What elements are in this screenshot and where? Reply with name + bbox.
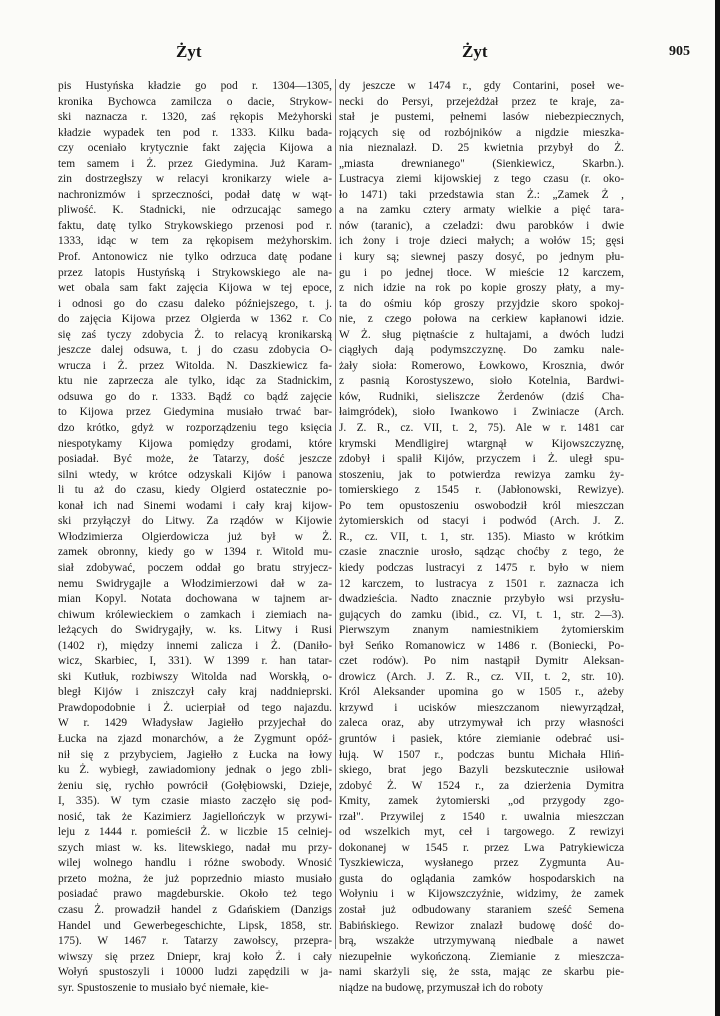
- text-line: Lustracya ziemi kijowskiej z tego czasu (r. oko-: [339, 173, 624, 186]
- text-line: posiadał. Być może, że Tatarzy, dość jeszcze: [58, 453, 332, 466]
- text-line: wet obala sam fakt zajęcia Kijowa w tej epoce,: [58, 282, 332, 295]
- text-line: krymski Mendligirej wtargnął w Kijowszczyznę,: [339, 437, 624, 450]
- text-line: Handel und Gewerbegeschichte, Lipsk, 1858, str.: [58, 919, 332, 932]
- text-line: chiwum królewieckiem o zamkach i ziemiach na-: [58, 608, 332, 621]
- text-line: siał zdobywać, poczem oddał go bratu stryjecz-: [58, 561, 332, 574]
- text-line: 1333, idąc w tem za rękopisem meżyhorskim.: [58, 235, 332, 248]
- text-line: zdobył i spalił Kijów, przyczem i Ż. uległ spu-: [339, 453, 624, 466]
- text-line: pliwość. K. Stadnicki, nie odrzucając samego: [58, 204, 332, 217]
- text-line: „miasta drewnianego" (Sienkiewicz, Skarbn.).: [339, 157, 624, 170]
- text-line: Kmity, zamek żytomierski „od przygody zgo-: [339, 795, 624, 808]
- text-line: się zaś tyczy zdobycia Ż. to relacyą kronikarską: [58, 328, 332, 341]
- text-line: łaimgródek), sioło Iwankowo i Zwiniacze (Arch.: [339, 406, 624, 419]
- text-line: R., cz. VII, t. 1, str. 135). Miasto w krótkim: [339, 530, 624, 543]
- text-line: żały sioła: Romerowo, Łowkowo, Krosznia, dwór: [339, 359, 624, 372]
- text-line: mian Kopyl. Notata dochowana w tajnem ar-: [58, 593, 332, 606]
- text-line: odsuwa go do r. 1333. Bądź co bądź zajęcie: [58, 390, 332, 403]
- text-line: wicz, Skarbiec, I, 331). W 1399 r. han tatar-: [58, 655, 332, 668]
- text-line: leżących do Swidrygajły, w. ks. Litwy i Rusi: [58, 624, 332, 637]
- text-line: I, 335). W tym czasie miasto zaczęło się pod-: [58, 795, 332, 808]
- text-line: tem samem i Ż. przez Giedymina. Już Karam-: [58, 157, 332, 170]
- page-edge-shadow: [715, 0, 720, 1016]
- text-line: Prof. Antonowicz nie tylko odrzuca datę podane: [58, 251, 332, 264]
- text-line: niądze na budowę, przymuszał ich do roboty: [339, 981, 544, 994]
- text-line: czasu Ż. prowadził handel z Gdańskiem (Danzigs: [58, 903, 332, 916]
- text-line: Wołyń spustoszyli i 10000 ludzi zapędzili w ja-: [58, 966, 332, 979]
- text-line: kiedy podczas lustracyi z 1475 r. było w niem: [339, 561, 624, 574]
- text-line: zamek obronny, kiedy go w 1394 r. Witold mu-: [58, 546, 332, 559]
- text-line: pis Hustyńska kładzie go pod r. 1304—1305,: [58, 80, 332, 92]
- text-line: (1402 r), między innemi zalicza i Ż. (Daniło-: [58, 639, 332, 652]
- text-line: od wszelkich myt, ceł i targowego. Z rewizyi: [339, 826, 624, 839]
- text-line: ich żony i troje dzieci małych; a wołów 15; gęsi: [339, 235, 624, 248]
- text-line: przez latopis Hustyńską i Strykowskiego ale na-: [58, 266, 332, 279]
- text-line: do zajęcia Kijowa przez Olgierda w 1362 r. Co: [58, 313, 332, 326]
- text-line: drowicz (Arch. J. Z. R., cz. VII, t. 2, str. 10).: [339, 670, 624, 683]
- text-line: dokonanej w 1545 r. przez Lwa Patrykiewicza: [339, 841, 624, 854]
- text-line: niespotykamy Kijowa pomiędzy grodami, które: [58, 437, 332, 450]
- text-line: nosić, tak że Kazimierz Jagiellończyk w przywi-: [58, 810, 332, 823]
- text-line: ków, Rudniki, sieliszcze Żerdenów (dziś Cha-: [339, 390, 624, 403]
- running-head-left: Żyt: [176, 42, 202, 61]
- text-line: gujących do zamku (ibid., cz. VI, t. 1, str. 2—3).: [339, 608, 624, 621]
- text-line: Babińskiego. Rewizor znalazł budowę dość do-: [339, 919, 624, 932]
- text-line: ski przyłączył do Litwy. Za rządów w Kijowie: [58, 515, 332, 528]
- text-line: bległ Kijów i zniszczył cały kraj naddnieprski.: [58, 686, 332, 699]
- text-line: nił się z przybyciem, Jagiełło z Łucka na łowy: [58, 748, 332, 761]
- text-line: dy jeszcze w 1474 r., gdy Contarini, poseł we-: [339, 80, 624, 92]
- text-line: zin dostrzegłszy w relacyi kronikarzy wiele a-: [58, 173, 332, 186]
- text-line: przeto można, że już poprzednio miasto musiało: [58, 872, 332, 885]
- text-line: posiadać prawo magdeburskie. Około też tego: [58, 888, 332, 901]
- text-line: nów (taranic), a czeladzi: dwu parobków i dwie: [339, 219, 624, 232]
- text-line: tomierskiego z 1545 r. (Jabłonowski, Rewizye).: [339, 484, 624, 497]
- text-line: ski Kutłuk, rozbiwszy Witolda nad Worskłą, o-: [58, 670, 332, 683]
- text-line: zaleca oraz, aby utrzymywał ich przy własności: [339, 717, 624, 730]
- text-line: nia nieznalazł. D. 25 kwietnia przybył do Ż.: [339, 142, 624, 155]
- text-line: ski naznacza r. 1320, zaś rękopis Meżyhorski: [58, 111, 332, 124]
- text-line: Wołyniu i w Kijowszczyźnie, widzimy, że zamek: [339, 888, 624, 901]
- text-line: syr. Spustoszenie to musiało być niemałe, kie-: [58, 981, 269, 994]
- text-line: kładzie wypadek ten pod r. 1333. Kilku bada-: [58, 126, 332, 139]
- text-line: nie, z czego połowa na cerkiew kapłanowi idzie.: [339, 313, 624, 326]
- text-line: konał ich nad Sinemi wodami i cały kraj kijow-: [58, 499, 332, 512]
- text-line: ta do ośmiu kóp groszy przyjdzie skoro spokoj-: [339, 297, 624, 310]
- running-head-right: Żyt: [462, 42, 488, 61]
- text-line: Włodzimierza Olgierdowicza już był w Ż.: [58, 530, 332, 543]
- text-line: krzywd i ucisków mieszczanom niewyrządzał,: [339, 701, 624, 714]
- text-line: nami skarżyli się, że ssta, mając ze skarbu pie-: [339, 966, 624, 979]
- text-line: Łucka na zjazd monarchów, a że Zygmunt opóź-: [58, 732, 332, 745]
- text-line: jeszcze dalej odsuwa, t. j do czasu zdobycia O-: [58, 344, 332, 357]
- right-column: [339, 79, 624, 994]
- text-line: ciągłych dają podymszczyznę. Do zamku nale-: [339, 344, 624, 357]
- text-line: rzał". Przywilej z 1540 r. uwalnia mieszczan: [339, 810, 624, 823]
- left-column: [58, 79, 332, 994]
- text-line: nachronizmów i sprzeczności, podał datę w wąt-: [58, 188, 332, 201]
- text-line: zdobyć Ż. W 1524 r., za dzierżenia Dymitra: [339, 779, 624, 792]
- text-line: rojących się od rozbójników a nigdzie mieszka-: [339, 126, 624, 139]
- text-line: stał je pustemi, pełnemi lasów niebezpiecznych,: [339, 111, 624, 124]
- text-line: 12 karczem, to lustracya z 1501 r. zaznacza ich: [339, 577, 624, 590]
- text-line: dzo krótko, gdyż w rozporządzeniu tego księcia: [58, 422, 332, 435]
- page-number: 905: [669, 44, 690, 59]
- text-line: Po tem opustoszeniu oswobodził król mieszczan: [339, 499, 624, 512]
- text-line: W Ż. sług piętnaście z hultajami, a dwóch ludzi: [339, 328, 624, 341]
- text-line: gu i po jednej tłoce. W mieście 12 karczem,: [339, 266, 624, 279]
- text-line: Król Aleksander upomina go w 1505 r., ażeby: [339, 686, 624, 699]
- text-line: J. Z. R., cz. VII, t. 2, 75). Ale w r. 1481 car: [339, 422, 624, 435]
- text-line: a na zamku cztery armaty wielkie a pięć tara-: [339, 204, 624, 217]
- text-line: brą, wszakże utrzymywaną niedbale a nawet: [339, 935, 624, 948]
- text-line: i odnosi go do czasu daleko późniejszego, t. j.: [58, 297, 332, 310]
- text-line: wiwszy się przez Dniepr, kraj koło Ż. i cały: [58, 950, 332, 963]
- text-line: został już odbudowany staraniem sześć Semena: [339, 903, 624, 916]
- text-line: nemu Swidrygajle a Włodzimierzowi dał w za-: [58, 577, 332, 590]
- text-line: Prawdopodobnie i Ż. ucierpiał od tego najazdu.: [58, 701, 332, 714]
- text-line: czasie znacznie urosło, sądząc choćby z tego, że: [339, 546, 624, 559]
- text-line: łują. W 1507 r., podczas buntu Michała Hliń-: [339, 748, 624, 761]
- text-line: li tu aż do czasu, kiedy Olgierd ostatecznie po-: [58, 484, 332, 497]
- text-line: czy oceniało krytycznie fakt zajęcia Kijowa a: [58, 142, 332, 155]
- text-line: i kury są; siewnej paszy dosyć, po jednym płu-: [339, 251, 624, 264]
- text-line: wilej wolnego handlu i różne swobody. Wnosić: [58, 857, 332, 870]
- text-line: faktu, datę tylko Strykowskiego przenosi pod r.: [58, 219, 332, 232]
- text-line: stoszeniu, jak to potwierdza rewizya zamku ży-: [339, 468, 624, 481]
- text-line: gruntów i pasiek, które ziemianie odebrać usi-: [339, 732, 624, 745]
- text-line: leju z 1444 r. pomieścił Ż. w liczbie 15 celniej-: [58, 826, 332, 839]
- text-line: wrucza i Ż. przez Witolda. N. Daszkiewicz fa-: [58, 359, 332, 372]
- text-line: 175). W 1467 r. Tatarzy zawołscy, przepra-: [58, 935, 332, 948]
- text-line: czet rodów). Po nim nastąpił Dymitr Aleksan-: [339, 655, 624, 668]
- text-line: ło 1471) taki przedstawia stan Ż.: „Zamek Ż ,: [339, 188, 624, 201]
- text-line: Tyszkiewicza, wysłanego przez Zygmunta Au-: [339, 857, 624, 870]
- text-line: to Kijowa przez Giedymina musiało trwać bar-: [58, 406, 332, 419]
- text-line: skiego, brat jego Bazyli bezskutecznie usiłował: [339, 764, 624, 777]
- text-line: ku Ż. wybiegł, zawiadomiony jednak o jego zbli-: [58, 764, 332, 777]
- text-line: W r. 1429 Władysław Jagiełło przyjechał do: [58, 717, 332, 730]
- text-line: kronika Bychowca zamilcza o dacie, Strykow-: [58, 95, 332, 108]
- text-line: niezupełnie wykończoną. Ziemianie z mieszcza-: [339, 950, 624, 963]
- text-line: dwadzieścia. Nadto znacznie przybyło wsi przysłu-: [339, 593, 624, 606]
- column-divider: [335, 79, 336, 949]
- text-line: z pasnią Korostyszewo, sioło Kotelnia, Bardwi-: [339, 375, 624, 388]
- text-line: żeniu się, rychło powrócił (Gołębiowski, Dzieje,: [58, 779, 332, 792]
- text-line: był Seńko Romanowicz w 1486 r. (Boniecki, Po-: [339, 639, 624, 652]
- text-line: silni wtedy, w krótce odzyskali Kijów i panowa: [58, 468, 332, 481]
- text-line: żytomierskich od stacyi i podwód (Arch. J. Z.: [339, 515, 624, 528]
- text-line: necki do Persyi, przejeżdżał przez te kraje, za-: [339, 95, 624, 108]
- text-line: z nich idzie na rok po kopie groszy płaty, a my-: [339, 282, 624, 295]
- text-line: gusta do oglądania zamków hospodarskich na: [339, 872, 624, 885]
- text-line: ktu nie zaprzecza ale tylko, idąc za Stadnickim,: [58, 375, 332, 388]
- text-line: szych miast w. ks. litewskiego, nadał mu przy-: [58, 841, 332, 854]
- text-line: Pierwszym znanym namiestnikiem żytomierskim: [339, 624, 624, 637]
